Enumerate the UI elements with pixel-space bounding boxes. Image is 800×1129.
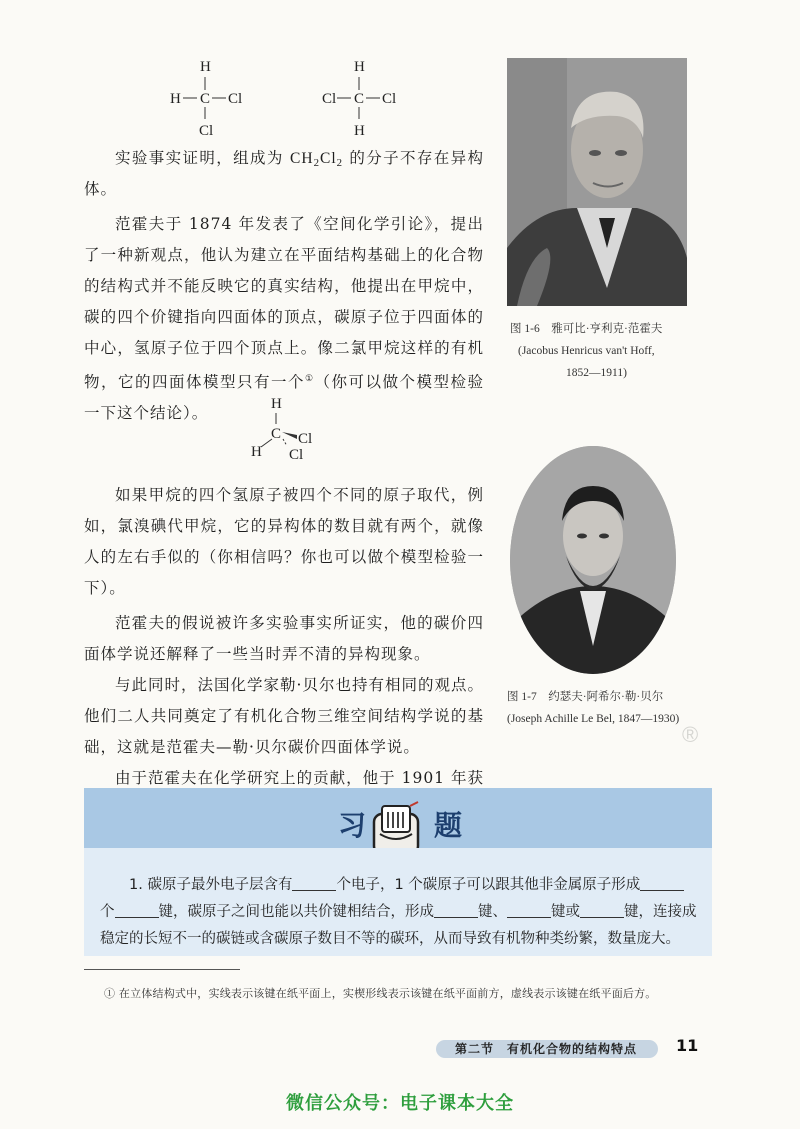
answer-blank-3[interactable] (115, 903, 159, 918)
f2-bottom-atom: H (354, 123, 365, 139)
f2-top-atom: H (354, 59, 365, 75)
paragraph-6: 由于范霍夫在化学研究上的贡献，他于 1901 年获 (115, 769, 484, 787)
section-footer-label: 第二节 有机化合物的结构特点 (455, 1042, 638, 1056)
footnote-divider (84, 969, 240, 970)
tetrahedral-formula (245, 392, 325, 464)
paragraph-3: 如果甲烷的四个氢原子被四个不同的原子取代，例如，氯溴碘代甲烷，它的异构体的数目就有两个，就像人的左右手似的（你相信吗？你也可以做个模型检验一下）。 (84, 486, 484, 597)
portrait-le-bel-drawing (510, 446, 676, 674)
paragraph-1: 实验事实证明，组成为 $CH_2Cl_2$ 的分子不存在异构体。 (84, 149, 484, 198)
figure-1-6-caption (510, 318, 700, 384)
f2-left-atom: Cl (322, 91, 337, 107)
figure-1-6-name: (Jacobus Henricus van't Hoff, (518, 345, 655, 357)
answer-blank-6[interactable] (580, 903, 624, 918)
paragraph-2: 范霍夫于 1874 年发表了《空间化学引论》，提出了一种新观点，他认为建立在平面结构基础上的化合物的结构式并不能反映它的真实结构，他提出在甲烷中，碳的四个价键指向四面体的顶点，碳原子位于四面体的中心，氢原子位于四个顶点上。像二氯甲烷这样的有机物，它的四面体模型只有一个①（你可以做个模型检验一下这个结论）。 (84, 215, 484, 423)
f2-right-atom: Cl (382, 91, 397, 107)
footnote-ref: ① (304, 374, 315, 384)
answer-blank-2[interactable] (640, 876, 684, 891)
tetra-right-atom-1: Cl (298, 431, 313, 447)
f1-top-atom: H (200, 59, 211, 75)
body-text-upper (84, 143, 484, 429)
f2-center-atom: C (354, 91, 365, 107)
tetra-center-atom: C (271, 426, 282, 442)
portrait-vant-hoff-drawing (507, 58, 687, 306)
figure-1-6-years: 1852—1911) (566, 367, 627, 379)
figure-1-7-title: 图 1-7 约瑟夫·阿希尔·勒·贝尔 (507, 691, 664, 703)
tetra-left-atom: H (251, 444, 262, 460)
paragraph-4: 范霍夫的假说被许多实验事实所证实，他的碳价四面体学说还解释了一些当时弄不清的异构现象。 (84, 614, 484, 663)
exercise-title-left: 习 (338, 809, 367, 842)
body-text-lower (84, 480, 484, 825)
portrait-le-bel (510, 446, 676, 674)
tetra-right-atom-2: Cl (289, 447, 304, 463)
answer-blank-1[interactable] (292, 876, 336, 891)
page-number: 11 (676, 1036, 699, 1055)
answer-blank-4[interactable] (434, 903, 478, 918)
figure-1-6-title: 图 1-6 雅可比·亨利克·范霍夫 (510, 323, 663, 335)
f1-left-atom: H (170, 91, 181, 107)
footnote: ① 在立体结构式中，实线表示该键在纸平面上，实楔形线表示该键在纸平面前方，虚线表示该键在纸平面后方。 (104, 987, 657, 1000)
watermark-mark: ® (682, 722, 699, 747)
portrait-vant-hoff (507, 58, 687, 306)
structural-formula-2 (318, 55, 418, 139)
exercise-title-right: 题 (434, 809, 463, 842)
paragraph-5: 与此同时，法国化学家勒·贝尔也持有相同的观点。他们二人共同奠定了有机化合物三维空间结构学说的基础，这就是范霍夫—勒·贝尔碳价四面体学说。 (84, 676, 484, 756)
structural-formula-1 (160, 55, 260, 139)
f1-center-atom: C (200, 91, 211, 107)
wechat-watermark: 微信公众号：电子课本大全 (286, 1093, 514, 1114)
exercise-question-1: 1. 碳原子最外电子层含有 个电子，1 个碳原子可以跟其他非金属原子形成个 键，碳原子之间也能以共价键相结合，形成 键、 键或 键，连接成稳定的长短不一的碳链或含碳原子数目不等的碳环，从而导致有机物种类纷繁，数量庞大。 (100, 877, 697, 947)
tetra-top-atom: H (271, 396, 282, 412)
f1-bottom-atom: Cl (199, 123, 214, 139)
f1-right-atom: Cl (228, 91, 243, 107)
figure-1-7-name: (Joseph Achille Le Bel, 1847—1930) (507, 713, 680, 725)
answer-blank-5[interactable] (507, 903, 551, 918)
